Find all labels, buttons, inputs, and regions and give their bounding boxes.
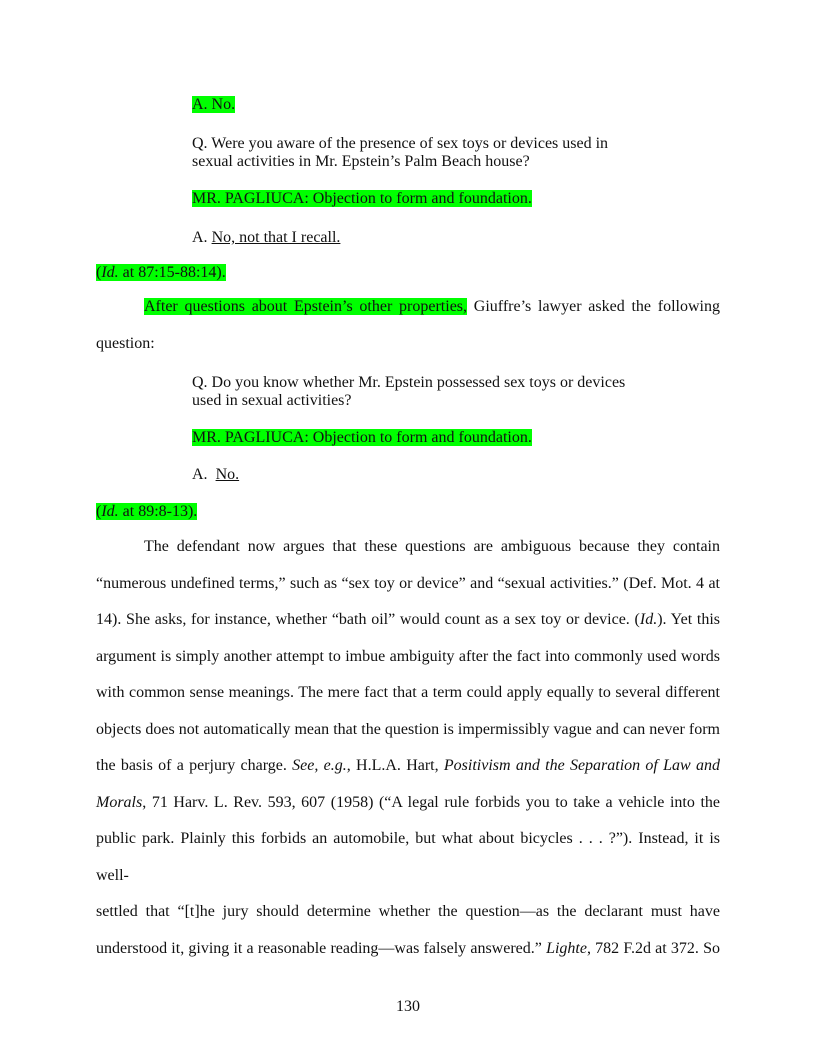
objection-2 — [192, 429, 532, 447]
citation-2-id: Id. — [101, 503, 119, 520]
argument-line-4: argument is simply another attempt to imbue ambiguity after the fact into commonly used words — [96, 647, 720, 665]
argument-line-7-b: , H.L.A. Hart, — [346, 757, 444, 774]
argument-line-2: “numerous undefined terms,” such as “sex toy or device” and “sexual activities.” (Def. Mot. 4 at — [96, 574, 720, 592]
argument-line-11 — [96, 931, 720, 968]
argument-line-7 — [96, 748, 720, 785]
citation-1-id: Id. — [101, 264, 119, 281]
argument-line-7-a: the basis of a perjury charge. — [96, 757, 293, 774]
testimony-question-2 — [192, 374, 625, 410]
highlight-objection-2: MR. PAGLIUCA: Objection to form and foundation. — [192, 429, 532, 446]
citation-2 — [96, 503, 197, 521]
answer-2-text: No, not that I recall. — [211, 229, 341, 246]
transition-rest: Giuffre’s lawyer asked the following — [467, 298, 720, 315]
testimony-answer-3 — [192, 466, 239, 484]
transition-line-2: question: — [96, 334, 155, 352]
argument-paragraph — [96, 529, 720, 967]
citation-1-rest: at 87:15-88:14). — [118, 264, 226, 281]
argument-line-8-b: , 71 Harv. L. Rev. 593, 607 (1958) (“A legal rule forbids you to take a vehicle into the — [142, 793, 720, 811]
transition-paragraph — [96, 289, 720, 362]
argument-line-11-a: understood it, giving it a reasonable reading—was falsely answered.” — [96, 939, 547, 957]
argument-line-1: The defendant now argues that these questions are ambiguous because they contain — [144, 538, 720, 555]
highlight-objection-1: MR. PAGLIUCA: Objection to form and foundation. — [192, 190, 532, 207]
argument-line-3-id: Id. — [639, 611, 658, 628]
argument-line-3-a: 14). She asks, for instance, whether “bath oil” would count as a sex toy or device. ( — [96, 611, 640, 628]
testimony-answer-2 — [192, 229, 340, 247]
argument-line-9: public park. Plainly this forbids an automobile, but what about bicycles . . . ?”). Instead, it is well- — [96, 830, 720, 884]
argument-line-7-see: See, e.g. — [292, 757, 347, 774]
question-1-line-1: Q. Were you aware of the presence of sex toys or devices used in — [192, 135, 609, 152]
highlight-answer-no: A. No. — [192, 96, 236, 113]
citation-2-rest: at 89:8-13). — [118, 503, 198, 520]
argument-line-5: with common sense meanings. The mere fact that a term could apply equally to several different — [96, 684, 720, 701]
question-2-line-2: used in sexual activities? — [192, 392, 352, 409]
argument-line-3 — [96, 602, 720, 639]
argument-line-8 — [96, 785, 720, 822]
transition-line-1 — [96, 289, 720, 326]
page-number: 130 — [396, 998, 420, 1015]
argument-line-6: objects does not automatically mean that the question is impermissibly vague and can never form — [96, 720, 720, 738]
objection-1 — [192, 190, 532, 208]
answer-3-text: No. — [215, 466, 240, 483]
answer-2-prefix: A. — [192, 229, 212, 246]
citation-1 — [96, 264, 226, 282]
argument-line-11-case: Lighte — [546, 939, 587, 957]
highlight-citation-2: (Id. at 89:8-13). — [96, 503, 198, 520]
question-2-line-1: Q. Do you know whether Mr. Epstein possessed sex toys or devices — [192, 374, 626, 391]
argument-line-10: settled that “[t]he jury should determine whether the question—as the declarant must have — [96, 903, 720, 920]
highlight-citation-1: (Id. at 87:15-88:14). — [96, 264, 226, 281]
highlight-transition: After questions about Epstein’s other properties, — [144, 298, 468, 315]
testimony-answer-1 — [192, 96, 235, 114]
argument-line-3-b: ). Yet this — [657, 611, 720, 628]
argument-line-8-title: Morals — [96, 793, 143, 811]
answer-3-prefix: A. — [192, 466, 216, 483]
question-1-line-2: sexual activities in Mr. Epstein’s Palm Beach house? — [192, 153, 530, 170]
argument-line-11-b: , 782 F.2d at 372. So — [586, 939, 720, 957]
testimony-question-1 — [192, 135, 608, 171]
argument-line-7-title: Positivism and the Separation of Law and — [443, 757, 720, 774]
